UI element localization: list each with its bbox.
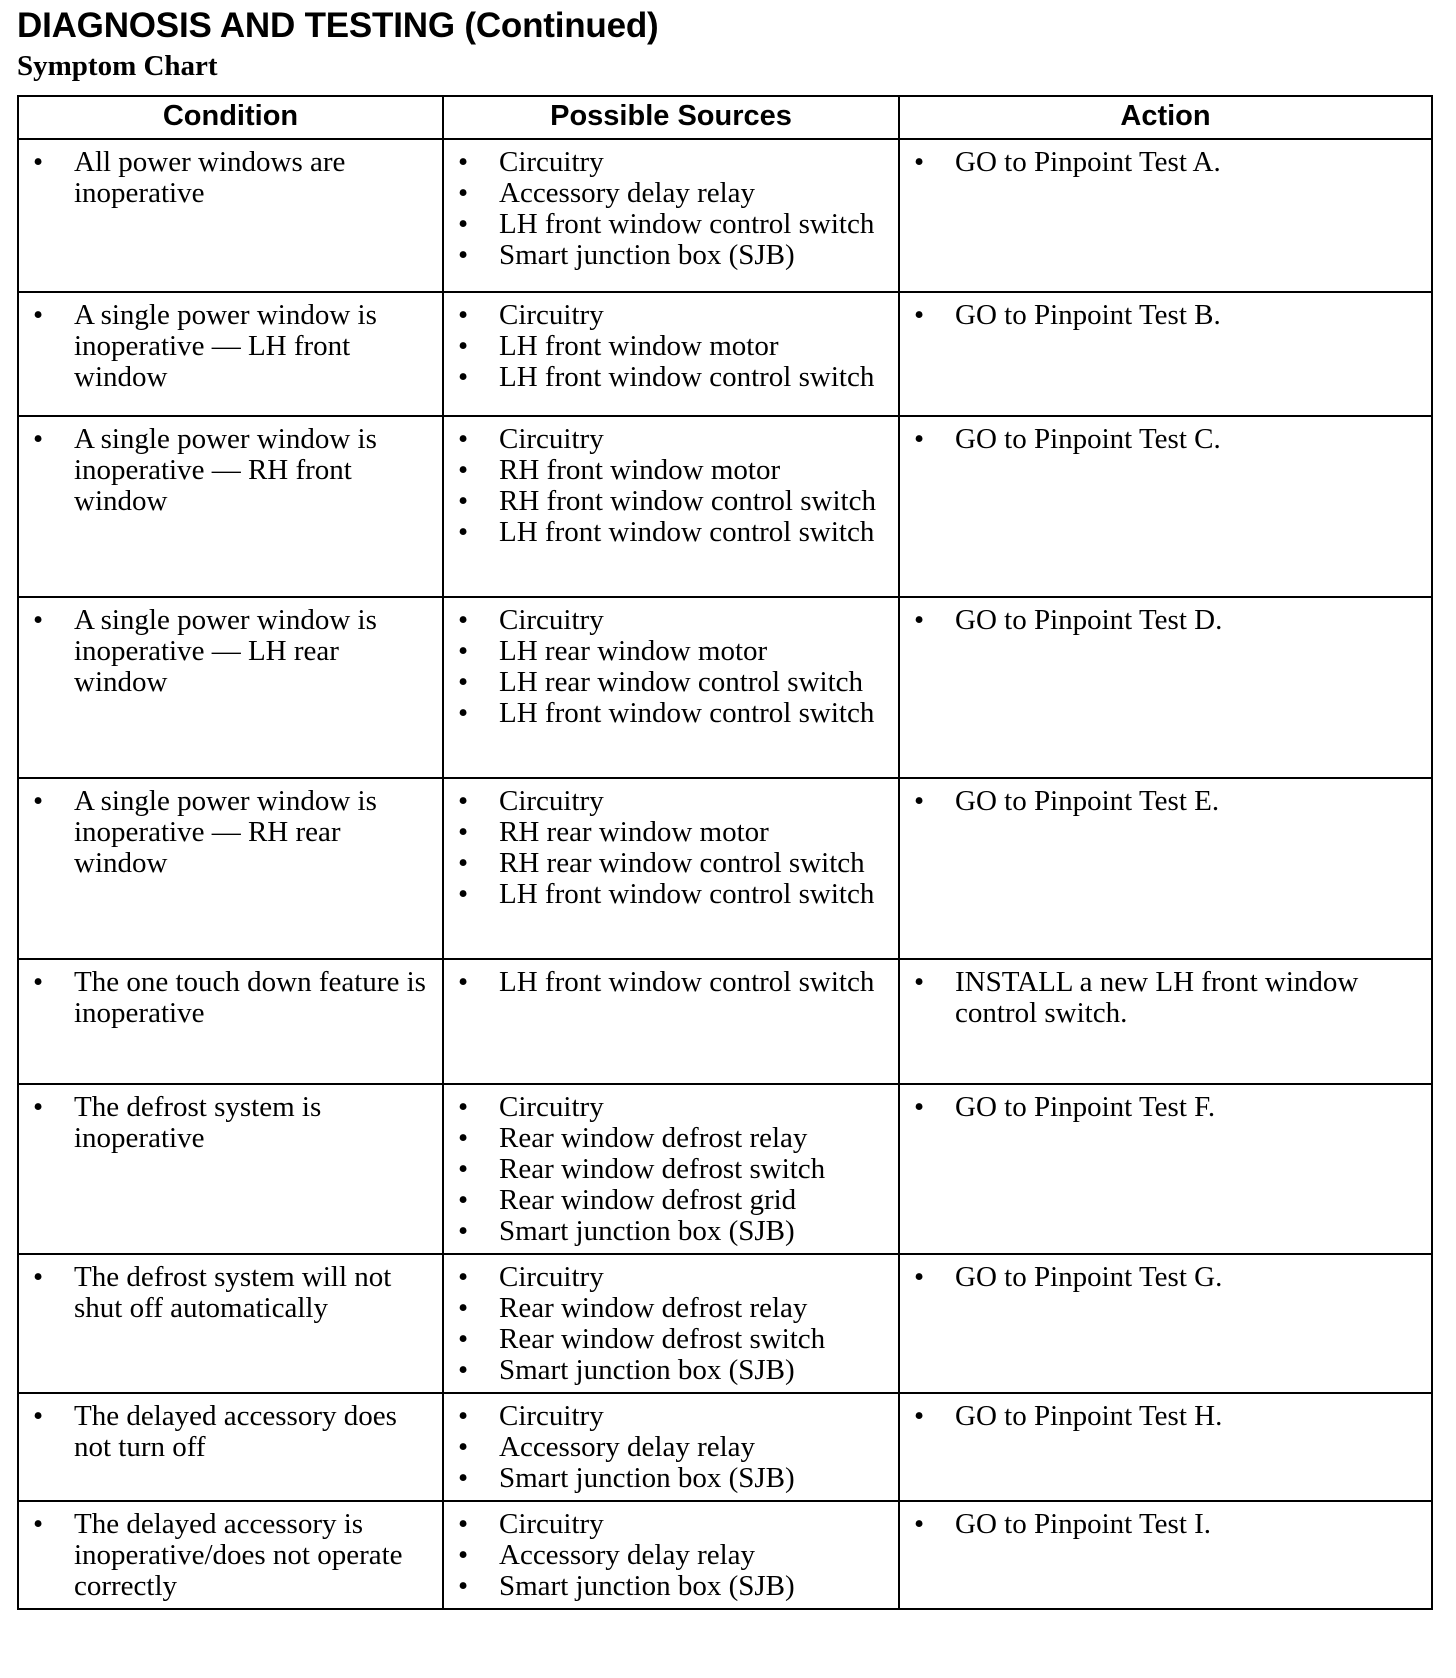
bullet-list [19,1262,442,1324]
action-cell [899,1393,1432,1501]
condition-cell [18,1501,443,1609]
bullet-item: • The delayed accessory is inoperative/does not operate correctly [19,1509,442,1602]
bullet-item: • RH rear window control switch [444,848,898,879]
symptom-chart-table [17,95,1433,1610]
bullet-item: • GO to Pinpoint Test I. [900,1509,1431,1540]
bullet-item: • LH front window control switch [444,967,898,998]
bullet-list [444,300,898,393]
table-row [18,416,1432,597]
bullet-list [19,786,442,879]
bullet-item: • Circuitry [444,1509,898,1540]
bullet-list [444,1509,898,1602]
bullet-item: • INSTALL a new LH front window control switch. [900,967,1431,1029]
condition-cell [18,959,443,1084]
bullet-item: • A single power window is inoperative — LH rear window [19,605,442,698]
sources-cell [443,1393,899,1501]
bullet-item: • Rear window defrost grid [444,1185,898,1216]
bullet-list [900,1262,1431,1293]
bullet-list [19,424,442,517]
bullet-item: • Smart junction box (SJB) [444,240,898,271]
action-cell [899,1501,1432,1609]
sources-cell [443,959,899,1084]
action-cell [899,597,1432,778]
bullet-list [900,1509,1431,1540]
bullet-item: • LH front window control switch [444,209,898,240]
bullet-item: • A single power window is inoperative — LH front window [19,300,442,393]
bullet-item: • Accessory delay relay [444,178,898,209]
bullet-item: • Accessory delay relay [444,1540,898,1571]
bullet-item: • Smart junction box (SJB) [444,1355,898,1386]
bullet-item: • The one touch down feature is inoperative [19,967,442,1029]
bullet-list [444,605,898,729]
table-row [18,1254,1432,1393]
table-header-row [18,96,1432,139]
bullet-item: • Smart junction box (SJB) [444,1216,898,1247]
bullet-list [444,967,898,998]
action-cell [899,778,1432,959]
bullet-list [900,1092,1431,1123]
bullet-list [19,1092,442,1154]
sources-cell [443,1084,899,1254]
bullet-item: • Rear window defrost switch [444,1324,898,1355]
bullet-item: • A single power window is inoperative — RH rear window [19,786,442,879]
bullet-item: • Circuitry [444,1092,898,1123]
action-cell [899,1254,1432,1393]
condition-cell [18,597,443,778]
bullet-item: • The defrost system is inoperative [19,1092,442,1154]
condition-cell [18,1084,443,1254]
bullet-item: • GO to Pinpoint Test G. [900,1262,1431,1293]
bullet-list [444,147,898,271]
bullet-item: • Smart junction box (SJB) [444,1571,898,1602]
bullet-item: • Smart junction box (SJB) [444,1463,898,1494]
condition-cell [18,292,443,416]
condition-cell [18,139,443,292]
bullet-list [444,786,898,910]
bullet-item: • LH front window control switch [444,698,898,729]
bullet-list [900,967,1431,1029]
bullet-item: • Circuitry [444,147,898,178]
bullet-item: • RH front window motor [444,455,898,486]
condition-cell [18,416,443,597]
bullet-item: • The delayed accessory does not turn off [19,1401,442,1463]
bullet-item: • LH rear window motor [444,636,898,667]
bullet-list [444,1262,898,1386]
bullet-list [19,967,442,1029]
section-subtitle: Symptom Chart [17,50,218,82]
bullet-item: • LH front window control switch [444,517,898,548]
bullet-list [900,786,1431,817]
bullet-list [19,1401,442,1463]
bullet-item: • Rear window defrost relay [444,1123,898,1154]
bullet-item: • LH rear window control switch [444,667,898,698]
bullet-item: • All power windows are inoperative [19,147,442,209]
bullet-list [900,1401,1431,1432]
bullet-item: • RH front window control switch [444,486,898,517]
bullet-item: • GO to Pinpoint Test B. [900,300,1431,331]
table-row [18,597,1432,778]
bullet-item: • RH rear window motor [444,817,898,848]
condition-cell [18,1393,443,1501]
bullet-list [19,300,442,393]
bullet-item: • Circuitry [444,605,898,636]
sources-cell [443,1501,899,1609]
bullet-item: • Circuitry [444,1262,898,1293]
bullet-item: • LH front window motor [444,331,898,362]
bullet-list [900,300,1431,331]
bullet-list [444,424,898,548]
page-title: DIAGNOSIS AND TESTING (Continued) [17,6,659,45]
bullet-item: • Accessory delay relay [444,1432,898,1463]
bullet-item: • GO to Pinpoint Test C. [900,424,1431,455]
bullet-item: • GO to Pinpoint Test A. [900,147,1431,178]
bullet-list [444,1092,898,1247]
action-cell [899,292,1432,416]
table-row [18,1084,1432,1254]
bullet-item: • GO to Pinpoint Test F. [900,1092,1431,1123]
bullet-item: • GO to Pinpoint Test D. [900,605,1431,636]
bullet-item: • GO to Pinpoint Test H. [900,1401,1431,1432]
bullet-item: • A single power window is inoperative — RH front window [19,424,442,517]
condition-cell [18,1254,443,1393]
bullet-list [19,605,442,698]
action-cell [899,1084,1432,1254]
sources-cell [443,778,899,959]
bullet-list [900,147,1431,178]
column-header-condition: Condition [18,96,443,139]
bullet-item: • Circuitry [444,300,898,331]
sources-cell [443,597,899,778]
table-row [18,1501,1432,1609]
sources-cell [443,416,899,597]
bullet-item: • Rear window defrost relay [444,1293,898,1324]
action-cell [899,139,1432,292]
sources-cell [443,1254,899,1393]
bullet-item: • GO to Pinpoint Test E. [900,786,1431,817]
bullet-item: • Circuitry [444,1401,898,1432]
table-row [18,778,1432,959]
table-row [18,1393,1432,1501]
table-body [18,139,1432,1609]
bullet-list [900,605,1431,636]
table-row [18,292,1432,416]
bullet-item: • Rear window defrost switch [444,1154,898,1185]
column-header-action: Action [899,96,1432,139]
condition-cell [18,778,443,959]
column-header-possible-sources: Possible Sources [443,96,899,139]
bullet-item: • LH front window control switch [444,879,898,910]
bullet-list [444,1401,898,1494]
table-row [18,139,1432,292]
bullet-list [19,147,442,209]
bullet-item: • LH front window control switch [444,362,898,393]
bullet-item: • Circuitry [444,424,898,455]
action-cell [899,416,1432,597]
bullet-item: • The defrost system will not shut off automatically [19,1262,442,1324]
action-cell [899,959,1432,1084]
sources-cell [443,139,899,292]
bullet-item: • Circuitry [444,786,898,817]
bullet-list [19,1509,442,1602]
sources-cell [443,292,899,416]
table-row [18,959,1432,1084]
bullet-list [900,424,1431,455]
